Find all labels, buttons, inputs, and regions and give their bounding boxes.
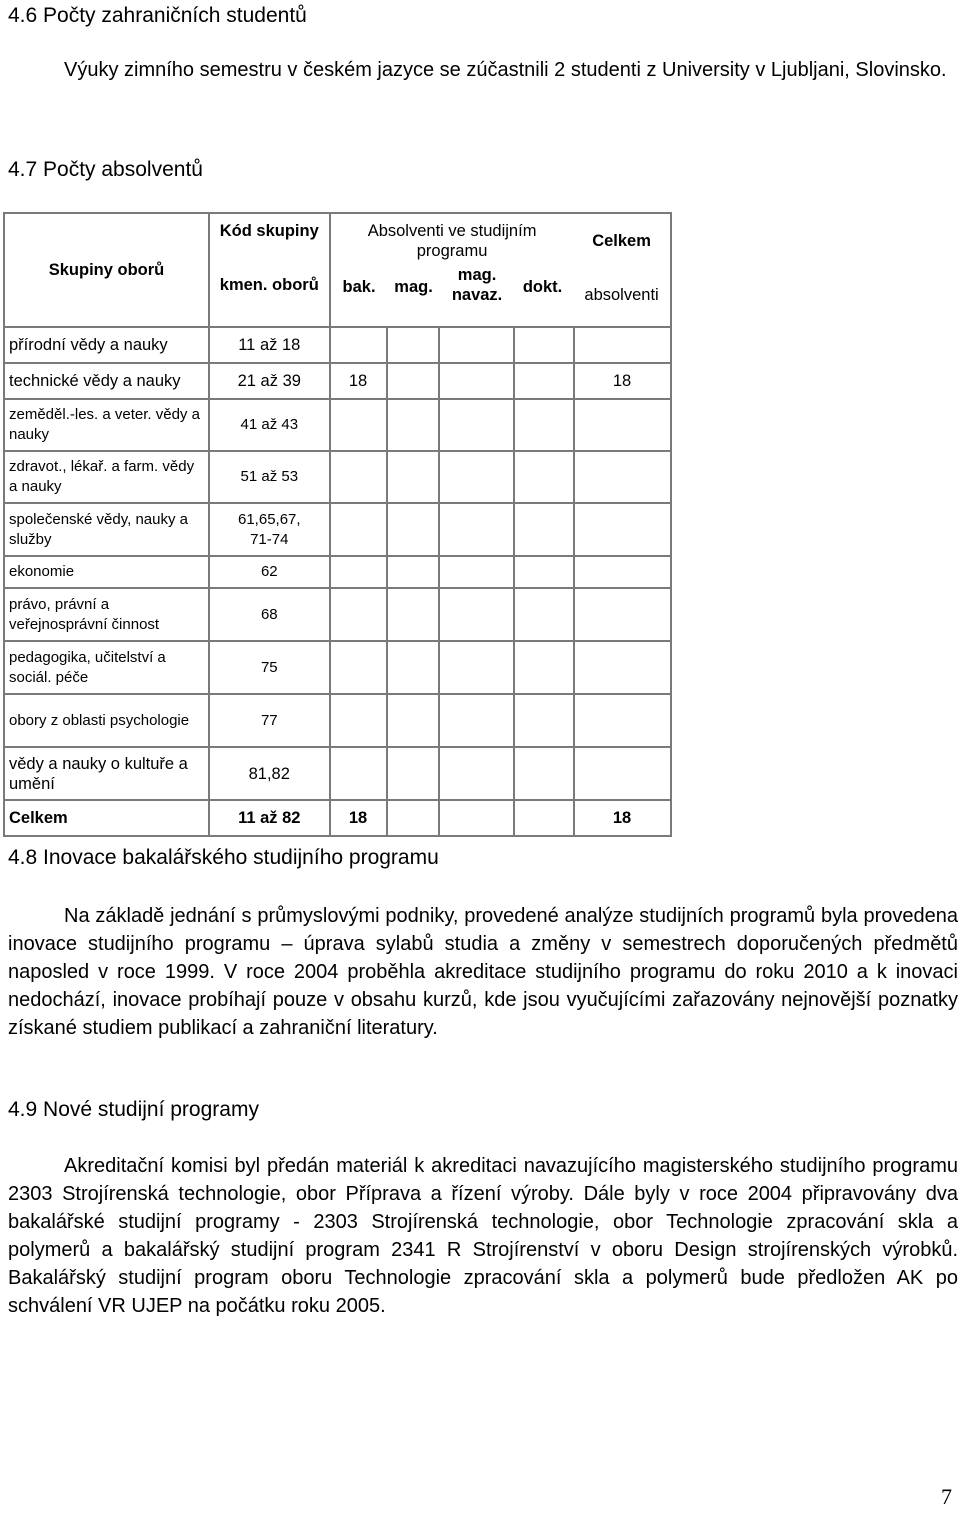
section-4-8-text: Na základě jednání s průmyslovými podniky, provedené analýze studijních programů byla provedena inovace studijního programu – úprava sylabů studia a změny v semestrech doporučených předmětů naposled v roce 1999. V roce 2004 proběhla akreditace studijního programu do roku 2010 a k inovaci nedochází, inovace probíhají pouze v obsahu kurzů, kde jsou vyučujícími zařazovány nejnovější poznatky získané studiem publikací a zahraniční literatury. [8,905,958,1039]
row-bak [330,556,387,588]
row-total [574,694,671,747]
section-4-6-text: Výuky zimního semestru v českém jazyce se zúčastnili 2 studenti z University v Ljubljani, Slovinsko. [64,59,947,81]
section-4-6-title: 4.6 Počty zahraničních studentů [8,4,307,27]
row-code: 61,65,67, 71-74 [209,503,330,556]
total-mag-navaz [439,800,514,836]
row-mag [387,327,439,363]
row-mag [387,641,439,694]
header-total-sub: absolventi [584,286,659,304]
total-total: 18 [574,800,671,836]
row-code: 62 [209,556,330,588]
row-dokt [514,327,574,363]
header-mag-navaz: mag. navaz. [451,266,503,304]
page-number: 7 [941,1484,952,1509]
table-header-row [4,213,671,327]
row-mag-navaz [439,641,514,694]
total-mag [387,800,439,836]
row-total [574,503,671,556]
row-dokt [514,588,574,641]
row-bak [330,747,387,800]
header-graduates-title: Absolventi ve studijním programu [367,222,537,260]
row-group: společenské vědy, nauky a služby [4,503,209,556]
row-code: 21 až 39 [209,363,330,399]
row-bak [330,451,387,503]
header-mag: mag. [394,278,433,296]
row-bak [330,327,387,363]
header-total [574,213,671,327]
row-bak [330,399,387,451]
row-group: ekonomie [4,556,209,588]
row-dokt [514,641,574,694]
row-mag [387,747,439,800]
row-group: zdravot., lékař. a farm. vědy a nauky [4,451,209,503]
row-bak [330,641,387,694]
row-group: technické vědy a nauky [4,363,209,399]
row-group: zeměděl.-les. a veter. vědy a nauky [4,399,209,451]
row-group: právo, právní a veřejnosprávní činnost [4,588,209,641]
row-code: 11 až 18 [209,327,330,363]
total-dokt [514,800,574,836]
row-dokt [514,747,574,800]
table-row [4,588,671,641]
row-group: pedagogika, učitelství a sociál. péče [4,641,209,694]
row-mag [387,363,439,399]
total-bak: 18 [330,800,387,836]
header-code-top: Kód skupiny [219,222,319,240]
header-code-sub: kmen. oborů [219,276,319,294]
row-mag-navaz [439,588,514,641]
header-group: Skupiny oborů [4,213,209,327]
row-total [574,747,671,800]
header-code [209,213,330,327]
row-group: vědy a nauky o kultuře a umění [4,747,209,800]
table-total-row [4,800,671,836]
total-group: Celkem [4,800,209,836]
total-code: 11 až 82 [209,800,330,836]
table-row [4,399,671,451]
table-row [4,694,671,747]
table-row [4,327,671,363]
section-4-8-title: 4.8 Inovace bakalářského studijního programu [8,846,439,869]
row-mag [387,399,439,451]
table-row [4,451,671,503]
row-code: 51 až 53 [209,451,330,503]
row-mag-navaz [439,363,514,399]
row-total [574,588,671,641]
row-code: 41 až 43 [209,399,330,451]
row-mag [387,556,439,588]
row-total [574,451,671,503]
row-dokt [514,451,574,503]
row-bak: 18 [330,363,387,399]
section-4-9-title: 4.9 Nové studijní programy [8,1098,259,1121]
row-mag-navaz [439,747,514,800]
row-mag-navaz [439,694,514,747]
row-mag-navaz [439,327,514,363]
row-total [574,641,671,694]
row-total [574,327,671,363]
row-total [574,556,671,588]
row-mag-navaz [439,451,514,503]
row-code: 75 [209,641,330,694]
row-mag [387,451,439,503]
header-bak: bak. [342,278,376,296]
row-dokt [514,556,574,588]
table-row [4,747,671,800]
row-bak [330,588,387,641]
section-4-9-text: Akreditační komisi byl předán materiál k akreditaci navazujícího magisterského studijního programu 2303 Strojírenská technologie, obor Příprava a řízení výroby. Dále byly v roce 2004 připravovány dva bakalářské studijní programy - 2303 Strojírenská technologie, obor Technologie zpracování skla a polymerů a bakalářský studijní program 2341 R Strojírenství v oboru Design strojírenských výrobků. Bakalářský studijní program oboru Technologie zpracování skla a polymerů bude předložen AK po schválení VR UJEP na počátku roku 2005. [8,1155,958,1317]
row-dokt [514,694,574,747]
row-code: 77 [209,694,330,747]
table-row [4,503,671,556]
table-row [4,641,671,694]
row-mag [387,588,439,641]
row-code: 68 [209,588,330,641]
row-dokt [514,363,574,399]
table-row [4,556,671,588]
row-group: obory z oblasti psychologie [4,694,209,747]
row-mag-navaz [439,503,514,556]
row-code: 81,82 [209,747,330,800]
header-dokt: dokt. [522,278,563,296]
row-mag [387,694,439,747]
row-mag [387,503,439,556]
row-bak [330,503,387,556]
row-total [574,399,671,451]
header-total-title: Celkem [592,232,651,250]
row-mag-navaz [439,556,514,588]
graduates-table [3,212,672,837]
table-row [4,363,671,399]
row-mag-navaz [439,399,514,451]
row-total: 18 [574,363,671,399]
row-dokt [514,503,574,556]
row-bak [330,694,387,747]
header-graduates [330,213,574,327]
section-4-7-title: 4.7 Počty absolventů [8,158,203,181]
row-group: přírodní vědy a nauky [4,327,209,363]
row-dokt [514,399,574,451]
